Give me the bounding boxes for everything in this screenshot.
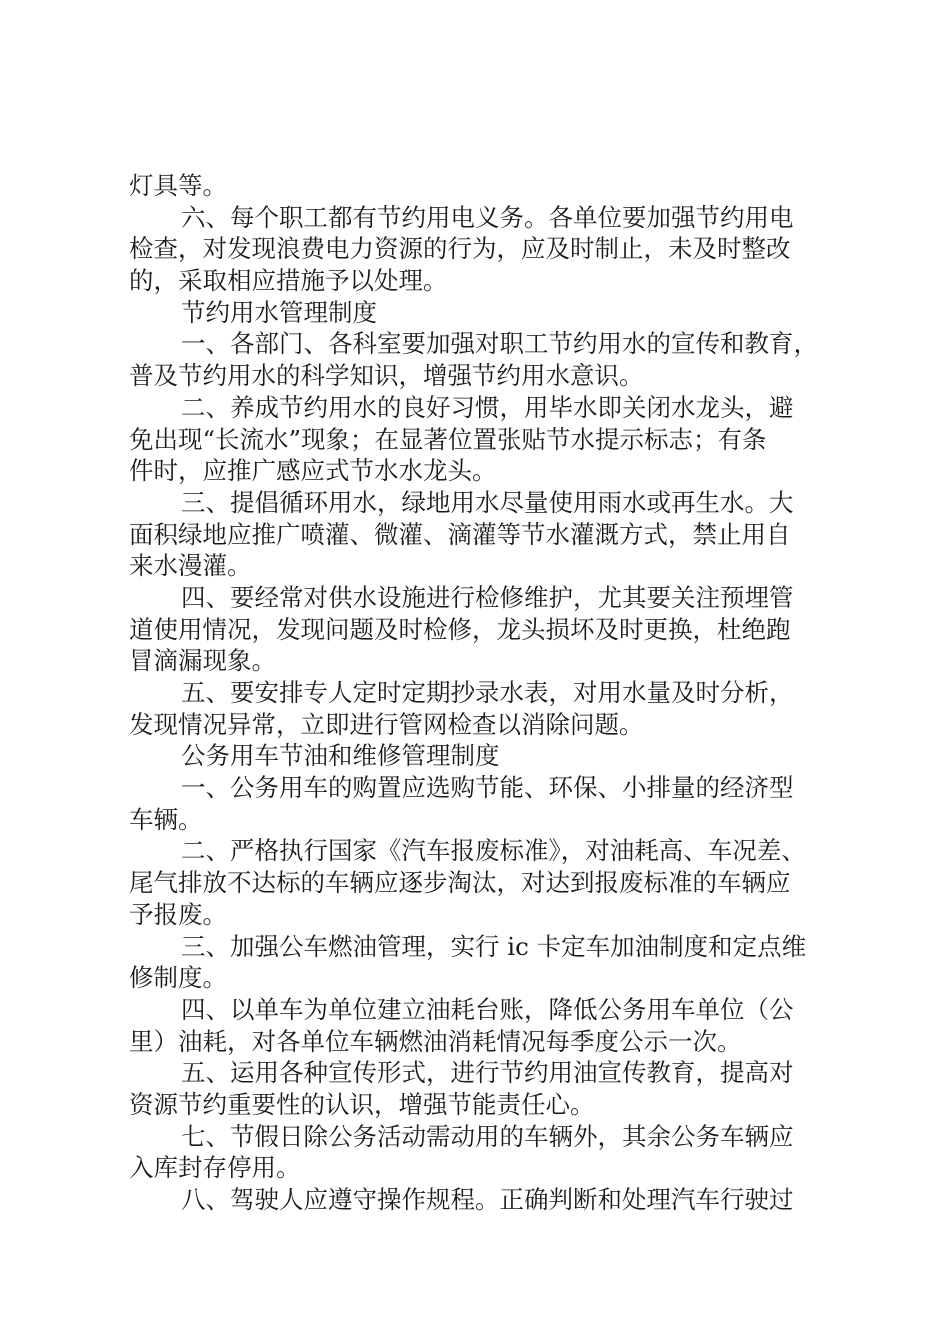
text-line: 发现情况异常，立即进行管网检查以消除问题。	[129, 709, 644, 739]
text-line: 二、养成节约用水的良好习惯，用毕水即关闭水龙头，避	[181, 392, 794, 422]
text-line: 一、各部门、各科室要加强对职工节约用水的宣传和教育，	[181, 329, 818, 359]
text-line: 车辆。	[129, 804, 203, 834]
text-line: 尾气排放不达标的车辆应逐步淘汰，对达到报废标准的车辆应	[129, 868, 791, 898]
text-line: 四、以单车为单位建立油耗台账，降低公务用车单位（公	[181, 994, 794, 1024]
text-line: 八、驾驶人应遵守操作规程。正确判断和处理汽车行驶过	[181, 1185, 794, 1214]
text-line: 予报废。	[129, 899, 227, 929]
text-line: 面积绿地应推广喷灌、微灌、滴灌等节水灌溉方式，禁止用自	[129, 519, 791, 549]
text-line: 里）油耗，对各单位车辆燃油消耗情况每季度公示一次。	[129, 1026, 742, 1056]
section-heading: 公务用车节油和维修管理制度	[181, 741, 500, 771]
text-line: 入库封存停用。	[129, 1153, 301, 1183]
text-line: 修制度。	[129, 963, 227, 993]
text-line: 件时，应推广感应式节水水龙头。	[129, 456, 497, 486]
text-line: 四、要经常对供水设施进行检修维护，尤其要关注预埋管	[181, 582, 794, 612]
text-line: 一、公务用车的购置应选购节能、环保、小排量的经济型	[181, 773, 794, 803]
text-line: 二、严格执行国家《汽车报废标准》，对油耗高、车况差、	[181, 836, 806, 866]
section-heading: 节约用水管理制度	[181, 297, 377, 327]
text-line: 普及节约用水的科学知识，增强节约用水意识。	[129, 361, 644, 391]
text-line: 的，采取相应措施予以处理。	[129, 266, 448, 296]
text-line: 五、要安排专人定时定期抄录水表，对用水量及时分析，	[181, 678, 794, 707]
text-line: 免出现“长流水”现象；在显著位置张贴节水提示标志；有条	[129, 424, 767, 454]
text-line: 灯具等。	[129, 171, 227, 200]
text-line: 七、节假日除公务活动需动用的车辆外，其余公务车辆应	[181, 1121, 794, 1151]
text-line: 六、每个职工都有节约用电义务。各单位要加强节约用电	[181, 202, 794, 232]
text-line: 检查，对发现浪费电力资源的行为，应及时制止，未及时整改	[129, 234, 791, 264]
text-line: 三、加强公车燃油管理，实行 ic 卡定车加油制度和定点维	[181, 931, 807, 961]
text-line: 冒滴漏现象。	[129, 646, 276, 676]
document-body	[129, 170, 835, 1216]
text-line: 五、运用各种宣传形式，进行节约用油宣传教育，提高对	[181, 1058, 794, 1088]
text-line: 道使用情况，发现问题及时检修，龙头损坏及时更换，杜绝跑	[129, 614, 791, 644]
text-line: 三、提倡循环用水，绿地用水尽量使用雨水或再生水。大	[181, 487, 794, 517]
text-line: 来水漫灌。	[129, 551, 252, 581]
text-line: 资源节约重要性的认识，增强节能责任心。	[129, 1089, 595, 1119]
